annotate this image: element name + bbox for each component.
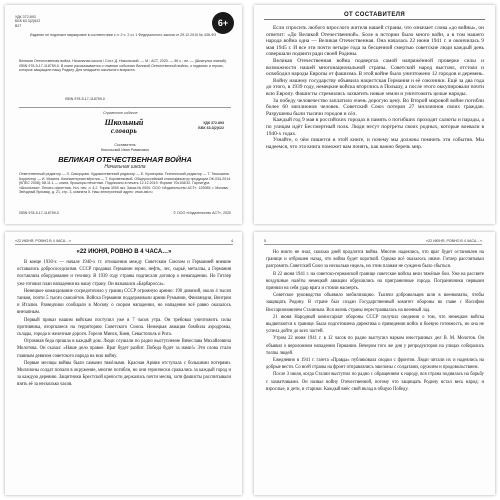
publishing-metadata: Ответственный редактор — Л. Скворцова. Художественный редактор — Е. Кузнецова. Технический редактор — Т. Тимошина. Корректор — И. Мокина. Компьютерная вёрстка — Т. Коровенковой. Общероссийский классификатор продукции ОК-034-2014 (КПЕС 2008); 58.11.1 — книги, брошюры печатные. Подписано в печать 12.12.2019. Формат 70x108/32. Гарнитура «Школьная». Печать офсетная. Усл. печ. л. 4,2. Тираж 3000 экз. Заказ № 0000. ООО «Издательство АСТ». 129085, г. Москва, Звёздный бульвар, д. 21, стр. 3, комната 5. Наш электронный адрес: www.ast.ru: [19, 172, 231, 195]
paragraph: Утром 22 июня 1941 г. в 12 часов по радио выступил нарком иностранных дел В. М. Молотов. Он объявил о вероломном нападении Германии. Вечером того же дня у репродукторов на улицах собирались толпы людей.: [266, 336, 484, 356]
running-head-text: «22 ИЮНЯ, РОВНО В 4 ЧАСА…»: [15, 239, 71, 243]
udk-right: УДК 372.893: [203, 121, 224, 125]
paragraph: За победу человечество заплатило очень дорогую цену. Во Второй мировой войне погибли более 60 миллионов человек. Советский Союз потерял 27 миллионов своих граждан. Разрушены были тысячи городов и сёл.: [266, 97, 484, 117]
paragraph: Первый приказ нашим войскам поступил уже в 7 часов утра. Он требовал уничтожить силы противника, вторгшиеся на территорию Советского Союза. Немецкая авиация бомбила аэродромы, склады, города и железные дороги. Горели Минск, Киев, Севастополь и Рига.: [17, 317, 231, 338]
chapter-page-right: [254, 232, 495, 495]
isbn-copyright-line: [19, 211, 231, 216]
paragraph: Огромная беда пришла в каждый дом. Люди слушали по радио выступление Вячеслава Михайловича Молотова. Он сказал: «Наше дело правое. Враг будет разбит. Победа будет за нами!» Эти слова стали главным девизом советского народа на всю войну.: [17, 339, 231, 359]
chapter-text: [266, 249, 484, 393]
foreword-page: [254, 5, 495, 224]
copyright: © ООО «Издательство АСТ», 2020: [173, 211, 231, 215]
author-sign: В27: [15, 23, 22, 28]
running-header: [264, 239, 482, 245]
book-subtitle: Начальная школа: [104, 164, 146, 170]
age-rating-badge: 6+: [212, 12, 234, 34]
paragraph: Первые месяцы войны были самыми тяжёлыми. Красная Армия отступала с большими потерями. Миллионы солдат попали в окружение, многие погибли, но они героически сражались за каждый город и за каждую деревню. Защитники Брестской крепости держались почти месяц, хотя фашисты рассчитывали взять её за несколько часов.: [17, 360, 231, 388]
paragraph: Войну нашему государству объявила нацистская Германия и её союзники. Ещё за два года до этого, в 1939 году, немецкие войска вторглись в Польшу, а после этого оккупировали почти всю Европу. Фашисты стремились захватить новые земли и уничтожить целые народы.: [266, 77, 484, 97]
foreword-text: [266, 25, 484, 150]
paragraph: Ежедневно в 1941 г. газета «Правда» публиковала сводки с фронтов. Люди читали их и надеялись на добрые вести. Со всей страны на фронт отправлялись эшелоны с солдатами, оружием и продовольствием.: [266, 358, 484, 371]
udk-code: УДК 372.893: [15, 15, 36, 19]
logo-line-2: словарь: [110, 127, 138, 135]
right-codes: [198, 121, 224, 130]
imprint-page: [5, 5, 242, 224]
compiler-label: Составитель: [114, 143, 136, 147]
running-head-text: «22 ИЮНЯ, РОВНО В 4 ЧАСА…»: [426, 239, 482, 243]
book-abstract: Великая Отечественная война. Начальная школа / Сост. Д. Никольский. — М.: АСТ, 2020. — 96 с.: ил. — (Шкатулка знаний). ISBN 978-5-17-118759-0. В книге рассказывается о главных событиях Великой Отечественной войны, о подвигах и героях, которые защищали нашу Родину. Для младшего школьного возраста.: [19, 59, 227, 73]
paragraph: В 22 июня 1941 г. на советско-германской границе советские войска вели тяжёлые бои. Уже на рассвете воздушные налёты немецкой авиации обрушились на приграничные города. Пограничники первыми приняли на себя удар врага и стояли насмерть.: [266, 271, 484, 292]
isbn-full: ISBN 978-5-17-118759-0: [19, 211, 59, 215]
bbk-code: ББК 63.3(2)622: [15, 19, 41, 24]
page-number: 4: [231, 239, 233, 243]
paragraph: В конце 1930-х — начале 1940-х гг. отношения между Советским Союзом и Германией внешне оставались добрососедскими. СССР продавал Германии зерно, нефть, лес, сырьё, металлы, а Германия поставляла оборудование и технику. В 1939 году страны подписали договор о ненападении. Но Гитлер уже готовил план нападения на нашу страну. Он назывался «Барбаросса».: [17, 260, 231, 287]
compiler-name: Никольский Иван Романович: [100, 147, 150, 152]
paragraph: Но никто не знал, сколько дней продлится война. Многие надеялись, что враг будет остановлен на границе и отброшен назад, что война будет короткой. Однако всё оказалось иначе. Гитлер рассчитывал разгромить Советский Союз за несколько недель, но этим планам не суждено было сбыться.: [266, 250, 484, 270]
compiler-credit: [45, 143, 205, 152]
paragraph: Великая Отечественная война подвергла самой напряжённой проверке силы и возможности нашей многонациональной страны. Советский народ выстоял, отстоял и освободил народы Европы от фашизма. В этой войне было уничтожено 12 городов и деревень.: [266, 57, 484, 78]
paragraph: Узнайте, о чём пишется в этой книге, и почему мы должны помнить эти события. Мы надеемся, что эта книга поможет вам понять, как важно беречь мир.: [266, 137, 484, 150]
rubric-label: Справочное издание: [103, 111, 138, 115]
isbn-short: ISBN 978-5-17-118759-0: [65, 97, 105, 101]
logo-line-1: Школьный: [104, 118, 144, 127]
law-notice: Издание не подлежит маркировке в соответствии с п. 2 ч. 2 ст. 1 Федерального закона от 29.12.2010 № 436-ФЗ: [29, 33, 217, 37]
book-title: ВЕЛИКАЯ ОТЕЧЕСТВЕННАЯ ВОЙНА: [58, 155, 192, 164]
divider: [19, 107, 231, 108]
paragraph: После 3 июля, когда Сталин выступил по радио с обращением к народу, вся страна поднялась на борьбу с захватчиками. Он назвал войну Отечественной, потому что защищать Родину встал весь народ: и взрослые, и дети, и старики. Каждый внёс свой вклад в общую Победу.: [266, 372, 484, 392]
chapter-text: [17, 259, 231, 389]
chapter-page-left: [5, 232, 242, 495]
bbk-right: ББК 63.3(2)622: [198, 125, 224, 130]
paragraph: Если спросить любого взрослого жителя нашей страны, что означает слова «до войны», он ответит: «До Великой Отечественной». Боле в истории было много войн, а в том нашего народа война одна — Великая Отечественная. Она началась 22 июня 1941 г. и окончилась 9 мая 1945 г. И все эти почти четыре года за бесценной смертью советские люди каждый день совершали подвиги ради своей Родины.: [266, 25, 484, 58]
chapter-title: «22 ИЮНЯ, РОВНО В 4 ЧАСА…»: [76, 249, 172, 255]
section-title: ОТ СОСТАВИТЕЛЯ: [264, 12, 485, 20]
paragraph: Каждый год 9 мая в российских городах в память о погибших проходят салюты и парады, а по улицам идёт Бессмертный полк. Люди несут портреты своих родных, которые воевали в 1940-х годах.: [266, 117, 484, 137]
paragraph: Немецкое командование сосредоточило у границ СССР огромную армию: 190 дивизий, около 4 тысяч танков, почти 5 тысяч самолётов. Войска Германии поддерживали армии Румынии, Финляндии, Венгрии и Италии. Разведчики сообщали в Москву о скором нападении, но нападение всё равно оказалось внезапным.: [17, 288, 231, 316]
paragraph: 21 июня Народный комиссариат обороны СССР получил сведения о том, что немецкие войска выдвигаются к границе. Была подготовлена директива о приведении войск в боевую готовность, но она не успела дойти до всех частей.: [266, 314, 484, 335]
classification-codes: [15, 15, 95, 28]
paragraph: Советское руководство объявило мобилизацию. Тысячи добровольцев шли в военкоматы, чтобы защищать Родину. В стране был создан Государственный комитет обороны во главе с Иосифом Виссарионовичем Сталиным. Вся жизнь страны перестраивалась на военный лад.: [266, 293, 484, 313]
running-header: [15, 239, 233, 245]
series-logo: [97, 119, 151, 138]
page-number: 5: [264, 239, 266, 243]
